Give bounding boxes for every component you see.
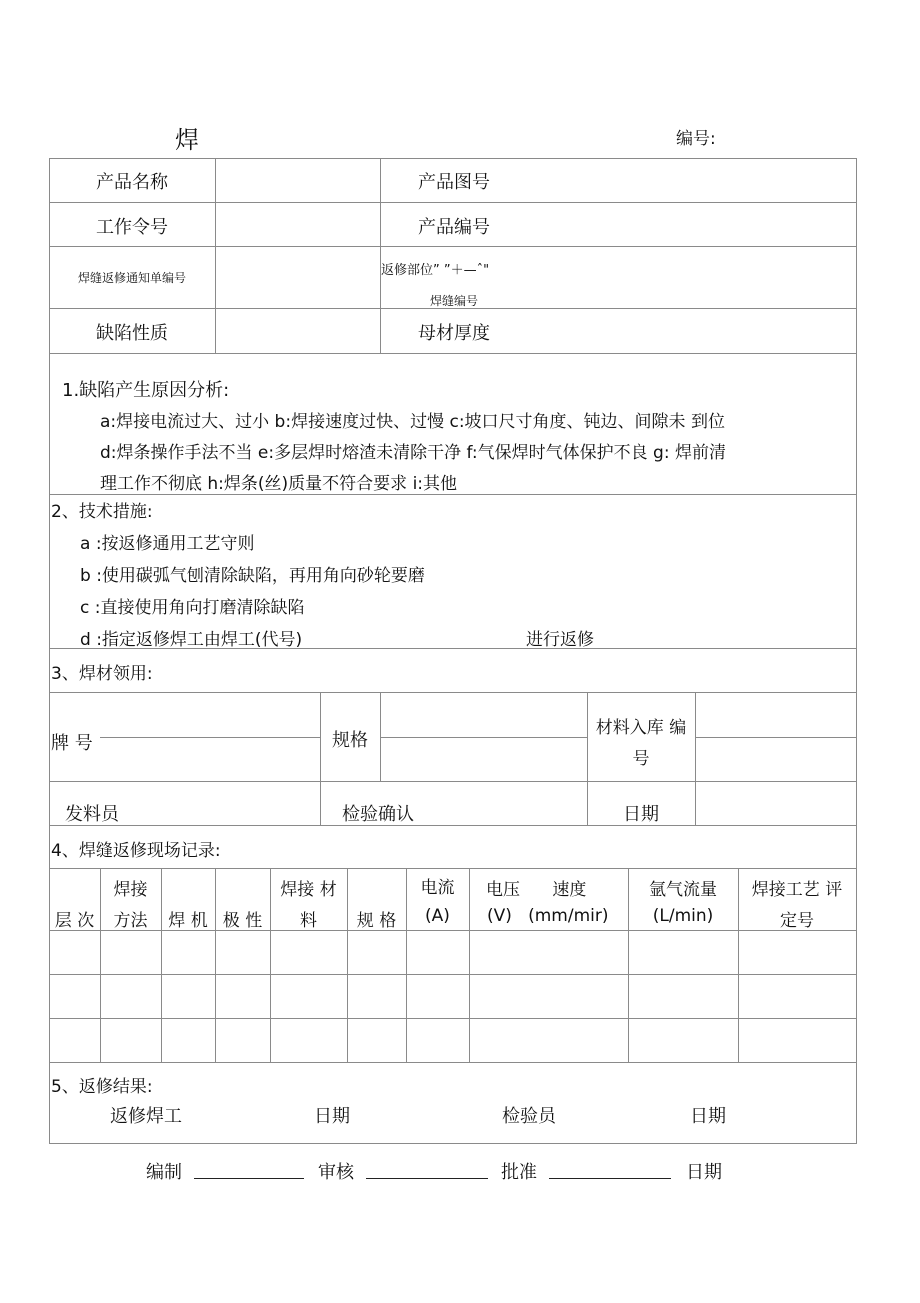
defect-nature-label: 缺陷性质 xyxy=(96,323,168,344)
approved-by-line xyxy=(549,1178,671,1179)
col-header-argon-bottom: (L/min) xyxy=(652,906,714,926)
col-header-voltage-speed-bottom: (V) (mm/mir) xyxy=(487,906,609,926)
inspect-confirm-label: 检验确认 xyxy=(342,804,414,825)
document-title: 焊 xyxy=(175,126,199,154)
col-header-wps-bottom: 定号 xyxy=(780,911,814,931)
cause-line-2: d:焊条操作手法不当 e:多层焊时熔渣未清除干净 f:气保焊时气体保护不良 g: 焊前清 xyxy=(100,443,726,463)
measure-c: c :直接使用角向打磨清除缺陷 xyxy=(80,598,305,618)
inspect-date-label: 日期 xyxy=(690,1106,726,1127)
col-header-method-top: 焊接 xyxy=(113,880,148,900)
col-header-polarity: 极 性 xyxy=(222,911,263,931)
measure-a: a :按返修通用工艺守则 xyxy=(80,534,255,554)
compiled-by-label: 编制 xyxy=(146,1162,182,1183)
spec-label: 规格 xyxy=(332,730,368,751)
cause-line-1: a:焊接电流过大、过小 b:焊接速度过快、过慢 c:坡口尺寸角度、钝边、间隙未 到位 xyxy=(100,412,725,432)
repair-location-label: 返修部位” ”＋—ˆ" xyxy=(381,263,490,278)
col-header-layer: 层 次 xyxy=(54,911,95,931)
weld-no-label: 焊缝编号 xyxy=(430,294,479,308)
document-number-label: 编号: xyxy=(676,129,716,149)
section3-title: 3、焊材领用: xyxy=(51,664,153,684)
repair-welder-label: 返修焊工 xyxy=(110,1106,182,1127)
col-header-material-top: 焊接 材 xyxy=(280,880,337,900)
stock-no-label-line2: 号 xyxy=(632,749,650,769)
section2-title: 2、技术措施: xyxy=(51,502,153,522)
col-header-machine: 焊 机 xyxy=(168,911,208,931)
base-thickness-label: 母材厚度 xyxy=(418,323,490,344)
col-header-current-bottom: (A) xyxy=(425,906,450,926)
approved-by-label: 批准 xyxy=(501,1162,537,1183)
product-name-label: 产品名称 xyxy=(96,172,168,193)
section4-title: 4、焊缝返修现场记录: xyxy=(51,841,221,861)
col-header-wps-top: 焊接工艺 评 xyxy=(751,880,843,900)
col-header-material-bottom: 料 xyxy=(300,911,317,931)
measure-d-tail: 进行返修 xyxy=(526,630,594,650)
inspector-label: 检验员 xyxy=(502,1106,556,1127)
repair-date-label: 日期 xyxy=(314,1106,350,1127)
issue-date-label: 日期 xyxy=(623,804,659,825)
col-header-method-bottom: 方法 xyxy=(113,911,148,931)
footer-date-label: 日期 xyxy=(686,1162,722,1183)
product-drawing-no-label: 产品图号 xyxy=(418,172,490,193)
col-header-argon-top: 氩气流量 xyxy=(649,880,717,900)
product-no-label: 产品编号 xyxy=(418,217,490,238)
compiled-by-line xyxy=(194,1178,304,1179)
stock-no-label-line1: 材料入库 编 xyxy=(595,718,687,738)
cause-line-3: 理工作不彻底 h:焊条(丝)质量不符合要求 i:其他 xyxy=(100,474,458,494)
measure-d: d :指定返修焊工由焊工(代号) xyxy=(80,630,303,650)
issuer-label: 发料员 xyxy=(65,804,119,825)
section1-title: 1.缺陷产生原因分析: xyxy=(62,380,230,401)
col-header-spec: 规 格 xyxy=(356,911,397,931)
section5-title: 5、返修结果: xyxy=(51,1077,153,1097)
brand-label: 牌 号 xyxy=(51,733,93,754)
work-order-no-label: 工作令号 xyxy=(96,217,168,238)
measure-b: b :使用碳弧气刨清除缺陷，再用角向砂轮要磨 xyxy=(80,566,425,586)
col-header-voltage-speed-top: 电压 速度 xyxy=(486,880,587,900)
reviewed-by-line xyxy=(366,1178,488,1179)
col-header-current-top: 电流 xyxy=(420,878,455,898)
repair-notice-no-label: 焊缝返修通知单编号 xyxy=(77,271,186,285)
reviewed-by-label: 审核 xyxy=(318,1162,354,1183)
